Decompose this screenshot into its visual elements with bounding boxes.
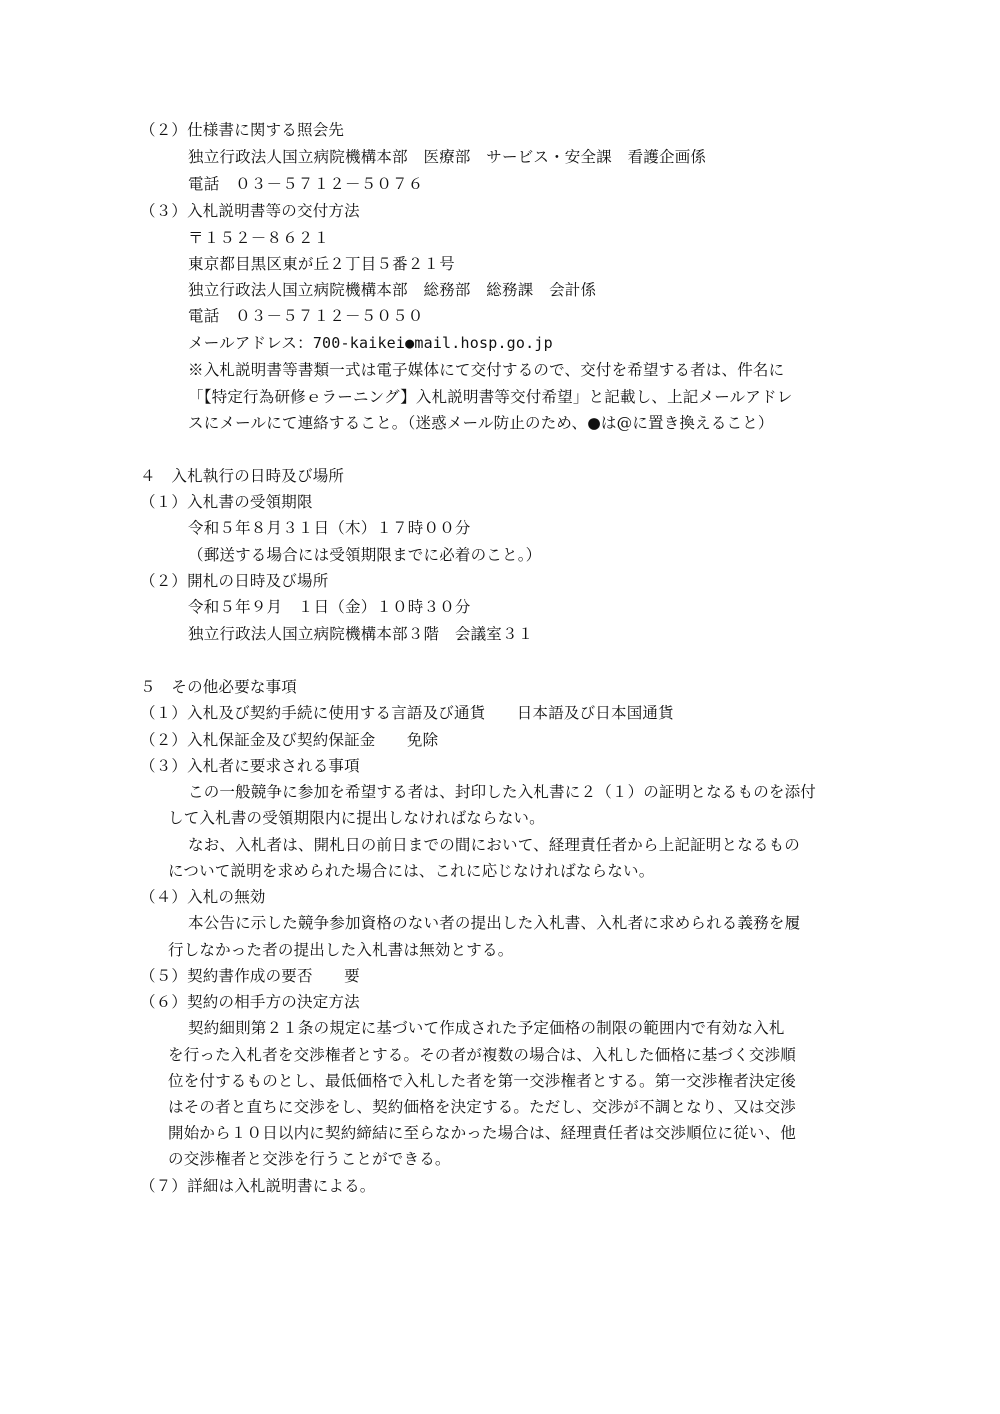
sec5-6-line3: 位を付するものとし、最低価格で入札した者を第一交渉権者とする。第一交渉権者決定後 — [168, 1072, 797, 1090]
sec3-3-postal: 〒１５２－８６２１ — [188, 229, 330, 247]
sec3-3-tel: 電話 ０３－５７１２－５０５０ — [188, 307, 424, 325]
sec3-3-note-line2: 「【特定行為研修ｅラーニング】入札説明書等交付希望」と記載し、上記メールアドレ — [188, 388, 793, 406]
sec5-heading: ５ その他必要な事項 — [140, 678, 298, 696]
sec4-1-note: （郵送する場合には受領期限までに必着のこと。） — [188, 546, 542, 564]
sec4-1-date: 令和５年８月３１日（木）１７時００分 — [188, 519, 471, 537]
sec3-3-mail — [188, 330, 553, 356]
sec3-2-heading: （２）仕様書に関する照会先 — [140, 121, 345, 139]
sec5-6-line6: の交渉権者と交渉を行うことができる。 — [168, 1150, 451, 1168]
sec5-5: （５）契約書作成の要否 要 — [140, 967, 360, 985]
sec5-6-heading: （６）契約の相手方の決定方法 — [140, 993, 360, 1011]
sec5-4-heading: （４）入札の無効 — [140, 888, 266, 906]
sec5-6-line5: 開始から１０日以内に契約締結に至らなかった場合は、経理責任者は交渉順位に従い、他 — [168, 1124, 797, 1142]
sec5-2: （２）入札保証金及び契約保証金 免除 — [140, 731, 439, 749]
sec5-7: （７）詳細は入札説明書による。 — [140, 1177, 376, 1195]
sec3-3-address: 東京都目黒区東が丘２丁目５番２１号 — [188, 255, 455, 273]
sec3-3-org: 独立行政法人国立病院機構本部 総務部 総務課 会計係 — [188, 281, 597, 299]
sec5-6-line2: を行った入札者を交渉権者とする。その者が複数の場合は、入札した価格に基づく交渉順 — [168, 1046, 797, 1064]
sec3-2-org: 独立行政法人国立病院機構本部 医療部 サービス・安全課 看護企画係 — [188, 148, 707, 166]
sec4-1-heading: （１）入札書の受領期限 — [140, 493, 313, 511]
sec4-2-place: 独立行政法人国立病院機構本部３階 会議室３１ — [188, 625, 534, 643]
sec3-2-tel: 電話 ０３－５７１２－５０７６ — [188, 175, 424, 193]
sec4-heading: ４ 入札執行の日時及び場所 — [140, 467, 345, 485]
sec3-3-note-line1: ※入札説明書等書類一式は電子媒体にて交付するので、交付を希望する者は、件名に — [188, 361, 785, 379]
sec5-4-line1: 本公告に示した競争参加資格のない者の提出した入札書、入札者に求められる義務を履 — [188, 914, 801, 932]
sec4-2-heading: （２）開札の日時及び場所 — [140, 572, 329, 590]
sec5-3-p2-line1: なお、入札者は、開札日の前日までの間において、経理責任者から上記証明となるもの — [188, 836, 800, 854]
sec4-2-date: 令和５年９月 １日（金）１０時３０分 — [188, 598, 471, 616]
sec5-3-p2-line2: について説明を求められた場合には、これに応じなければならない。 — [168, 862, 655, 880]
mail-label: メールアドレス： — [188, 334, 313, 352]
mail-address: 700-kaikei●mail.hosp.go.jp — [312, 334, 553, 352]
sec5-6-line1: 契約細則第２１条の規定に基づいて作成された予定価格の制限の範囲内で有効な入札 — [188, 1019, 785, 1037]
sec3-3-note-line3: スにメールにて連絡すること。（迷惑メール防止のため、●は@に置き換えること） — [188, 414, 774, 432]
sec5-3-heading: （３）入札者に要求される事項 — [140, 757, 360, 775]
sec5-3-p1-line1: この一般競争に参加を希望する者は、封印した入札書に２（１）の証明となるものを添付 — [188, 783, 817, 801]
sec5-3-p1-line2: して入札書の受領期限内に提出しなければならない。 — [168, 809, 545, 827]
sec3-3-heading: （３）入札説明書等の交付方法 — [140, 202, 360, 220]
sec5-4-line2: 行しなかった者の提出した入札書は無効とする。 — [168, 941, 514, 959]
sec5-1: （１）入札及び契約手続に使用する言語及び通貨 日本語及び日本国通貨 — [140, 704, 674, 722]
sec5-6-line4: はその者と直ちに交渉をし、契約価格を決定する。ただし、交渉が不調となり、又は交渉 — [168, 1098, 797, 1116]
